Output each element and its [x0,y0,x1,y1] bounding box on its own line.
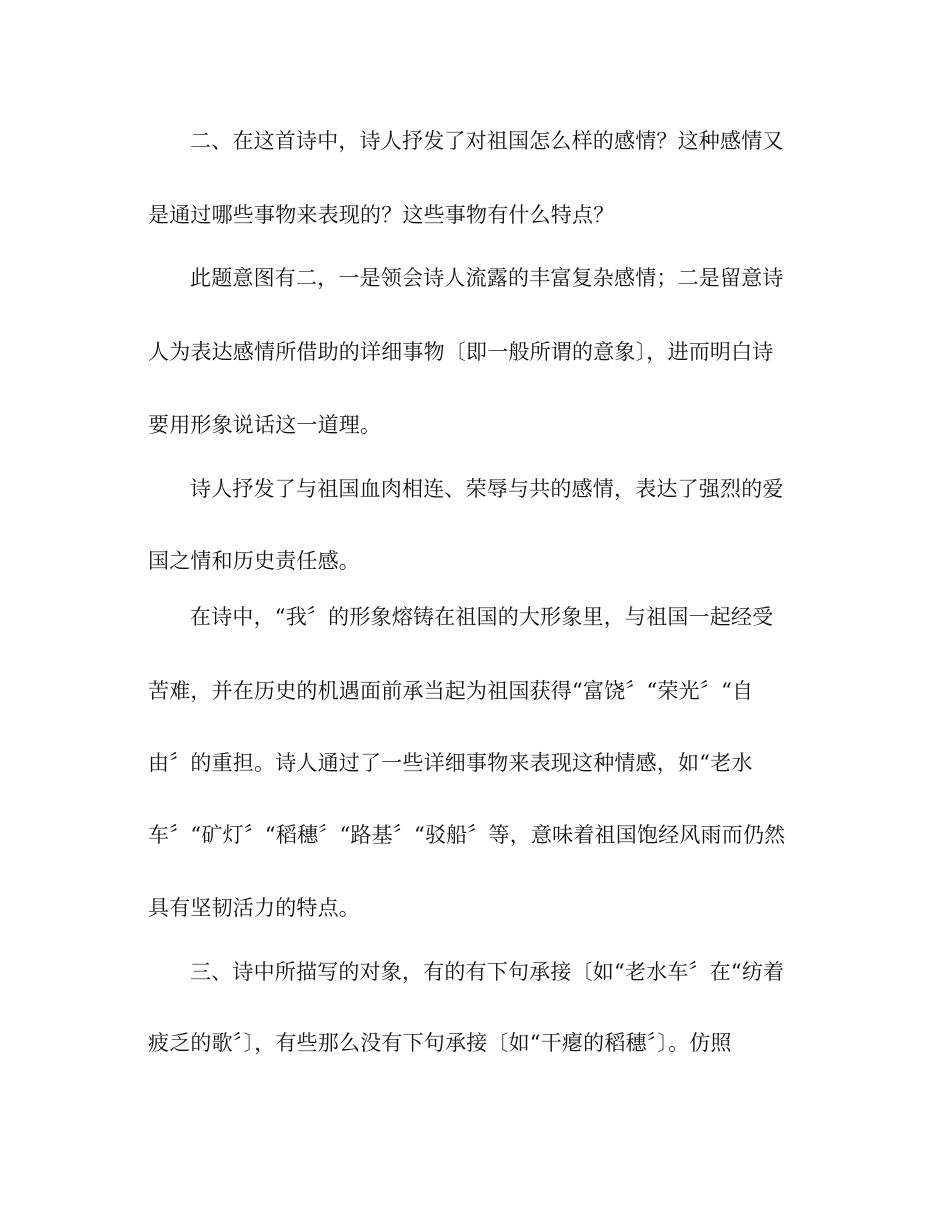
text-line: 三、诗中所描写的对象，有的有下句承接〔如“老水车〞在“纺着 [190,960,785,984]
text-line: 由〞的重担。诗人通过了一些详细事物来表现这种情感，如“老水 [148,751,753,775]
text-line: 此题意图有二，一是领会诗人流露的丰富复杂感情；二是留意诗 [190,266,784,290]
text-line: 苦难，并在历史的机遇面前承当起为祖国获得“富饶〞“荣光〞“自 [148,679,754,703]
text-line: 诗人抒发了与祖国血肉相连、荣辱与共的感情，表达了强烈的爱 [190,477,784,501]
text-line: 具有坚韧活力的特点。 [148,896,360,920]
text-line: 要用形象说话这一道理。 [148,413,382,437]
text-line: 人为表达感情所借助的详细事物〔即一般所谓的意象〕，进而明白诗 [148,340,774,364]
text-line: 疲乏的歌〞〕，有些那么没有下句承接〔如“干瘪的稻穗〞〕。仿照 [148,1031,732,1055]
text-line: 车〞“矿灯〞“稻穗〞“路基〞“驳船〞等，意味着祖国饱经风雨而仍然 [148,823,786,847]
text-line: 在诗中，“我〞的形象熔铸在祖国的大形象里，与祖国一起经受 [190,605,774,629]
text-line: 二、在这首诗中，诗人抒发了对祖国怎么样的感情？这种感情又 [190,129,784,153]
text-line: 是通过哪些事物来表现的？这些事物有什么特点？ [148,203,615,227]
text-line: 国之情和历史责任感。 [148,549,360,573]
